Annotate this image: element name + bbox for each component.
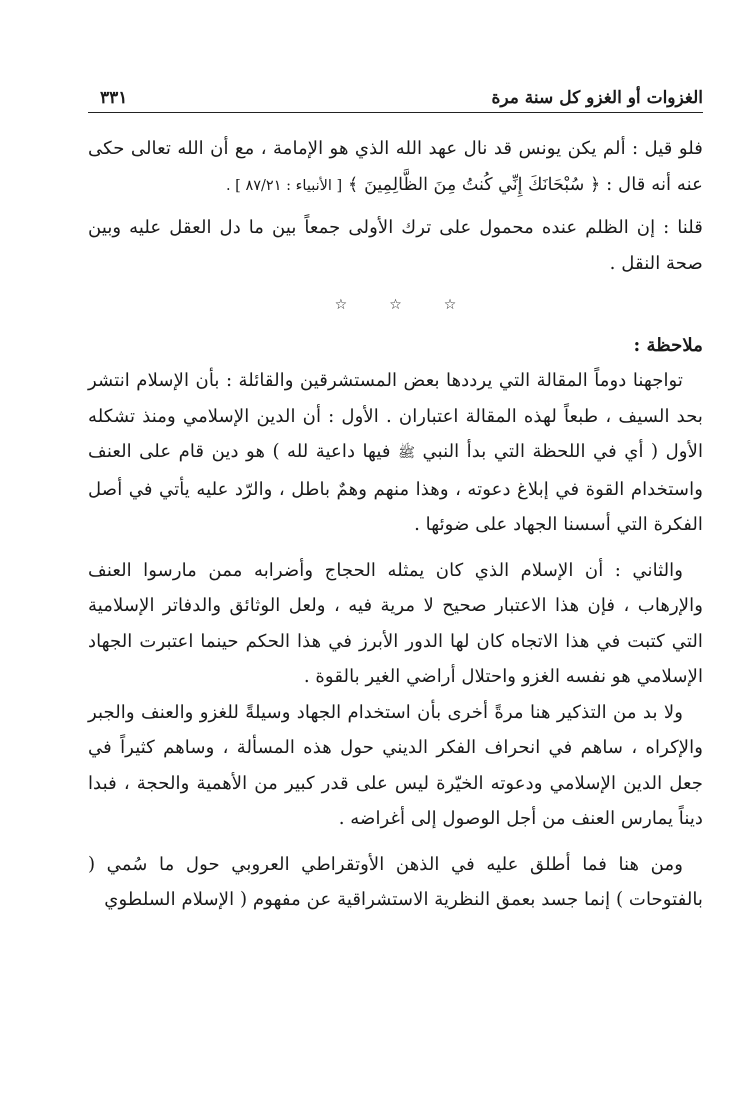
paragraph-objection xyxy=(88,131,703,204)
note-3-text: ولا بد من التذكير هنا مرةً أخرى بأن استخدام الجهاد وسيلةً للغزو والعنف والجبر والإكراه ، ساهم في انحراف الفكر الديني حول هذه المسألة ، وساهم كثيراً في جعل الدين الإسلامي ودعوته الخيّرة ليس على قدر كبير من الأهمية والحجة ، فبدا ديناً يمارس العنف من أجل الوصول إلى أغراضه . xyxy=(88,701,703,829)
note-4-text: ومن هنا فما أطلق عليه في الذهن الأوتقراطي العروبي حول ما سُمي ( بالفتوحات ) إنما جسد بعمق النظرية الاستشراقية عن مفهوم ( الإسلام السلطوي xyxy=(88,853,703,910)
paragraph-answer: قلنا : إن الظلم عنده محمول على ترك الأولى جمعاً بين ما دل العقل عليه وبين صحة النقل . xyxy=(88,217,703,274)
verse-reference: [ الأنبياء : ٨٧/٢١ ] . xyxy=(225,177,343,194)
section-divider xyxy=(88,281,703,329)
note-2-text: والثاني : أن الإسلام الذي كان يمثله الحجاج وأضرابه ممن مارسوا العنف والإرهاب ، فإن هذا الاعتبار صحيح لا مرية فيه ، ولعل الوثائق والدفاتر الإسلامية التي كتبت في هذا الاتجاه كان لها الدور الأبرز في هذا الحكم حينما اعتبرت الجهاد الإسلامي هو نفسه الغزو واحتلال أراضي الغير بالقوة . xyxy=(88,559,703,687)
note-1-text-b: فيها داعية لله ) هو دين قام على العنف واستخدام القوة في إبلاغ دعوته ، وهذا منهم وهمٌ باطل ، والرّد عليه يأتي في أصل الفكرة التي أسسنا الجهاد على ضوئها . xyxy=(88,441,703,535)
paragraph-note-3 xyxy=(88,695,703,837)
paragraph-note-2 xyxy=(88,553,703,695)
book-page xyxy=(88,70,703,1070)
page-number: ٣٣١ xyxy=(100,88,128,108)
quran-bracket-open: ﴿ xyxy=(590,174,601,195)
quran-verse: سُبْحَانَكَ إِنِّي كُنتُ مِنَ الظَّالِمِينَ xyxy=(364,174,585,195)
note-heading: ملاحظة : xyxy=(633,335,703,356)
quran-bracket-close: ﴾ xyxy=(348,174,359,195)
star-icon: ☆ xyxy=(334,297,348,313)
salawat-symbol: ﷺ xyxy=(398,445,416,461)
star-icon: ☆ xyxy=(389,297,402,313)
paragraph-note-4 xyxy=(88,847,703,918)
objection-line-1: فلو قيل : ألم يكن يونس قد نال عهد الله الذي هو الإمامة ، مع أن الله تعالى xyxy=(130,138,703,159)
body-text xyxy=(88,131,703,918)
star-icon: ☆ xyxy=(443,297,457,313)
objection-line-2: حكى عنه أنه قال : xyxy=(88,138,703,195)
paragraph-note-1 xyxy=(88,363,703,543)
note-1-text-a: تواجهنا دوماً المقالة التي يرددها بعض المستشرقين والقائلة : بأن الإسلام انتشر بحد السيف ، طبعاً لهذه المقالة اعتباران . الأول : أن الدين الإسلامي ومنذ تشكله الأول ( أي في اللحظة التي بدأ النبي xyxy=(88,370,703,462)
running-title: الغزوات أو الغزو كل سنة مرة xyxy=(491,88,703,108)
running-header xyxy=(88,70,703,113)
